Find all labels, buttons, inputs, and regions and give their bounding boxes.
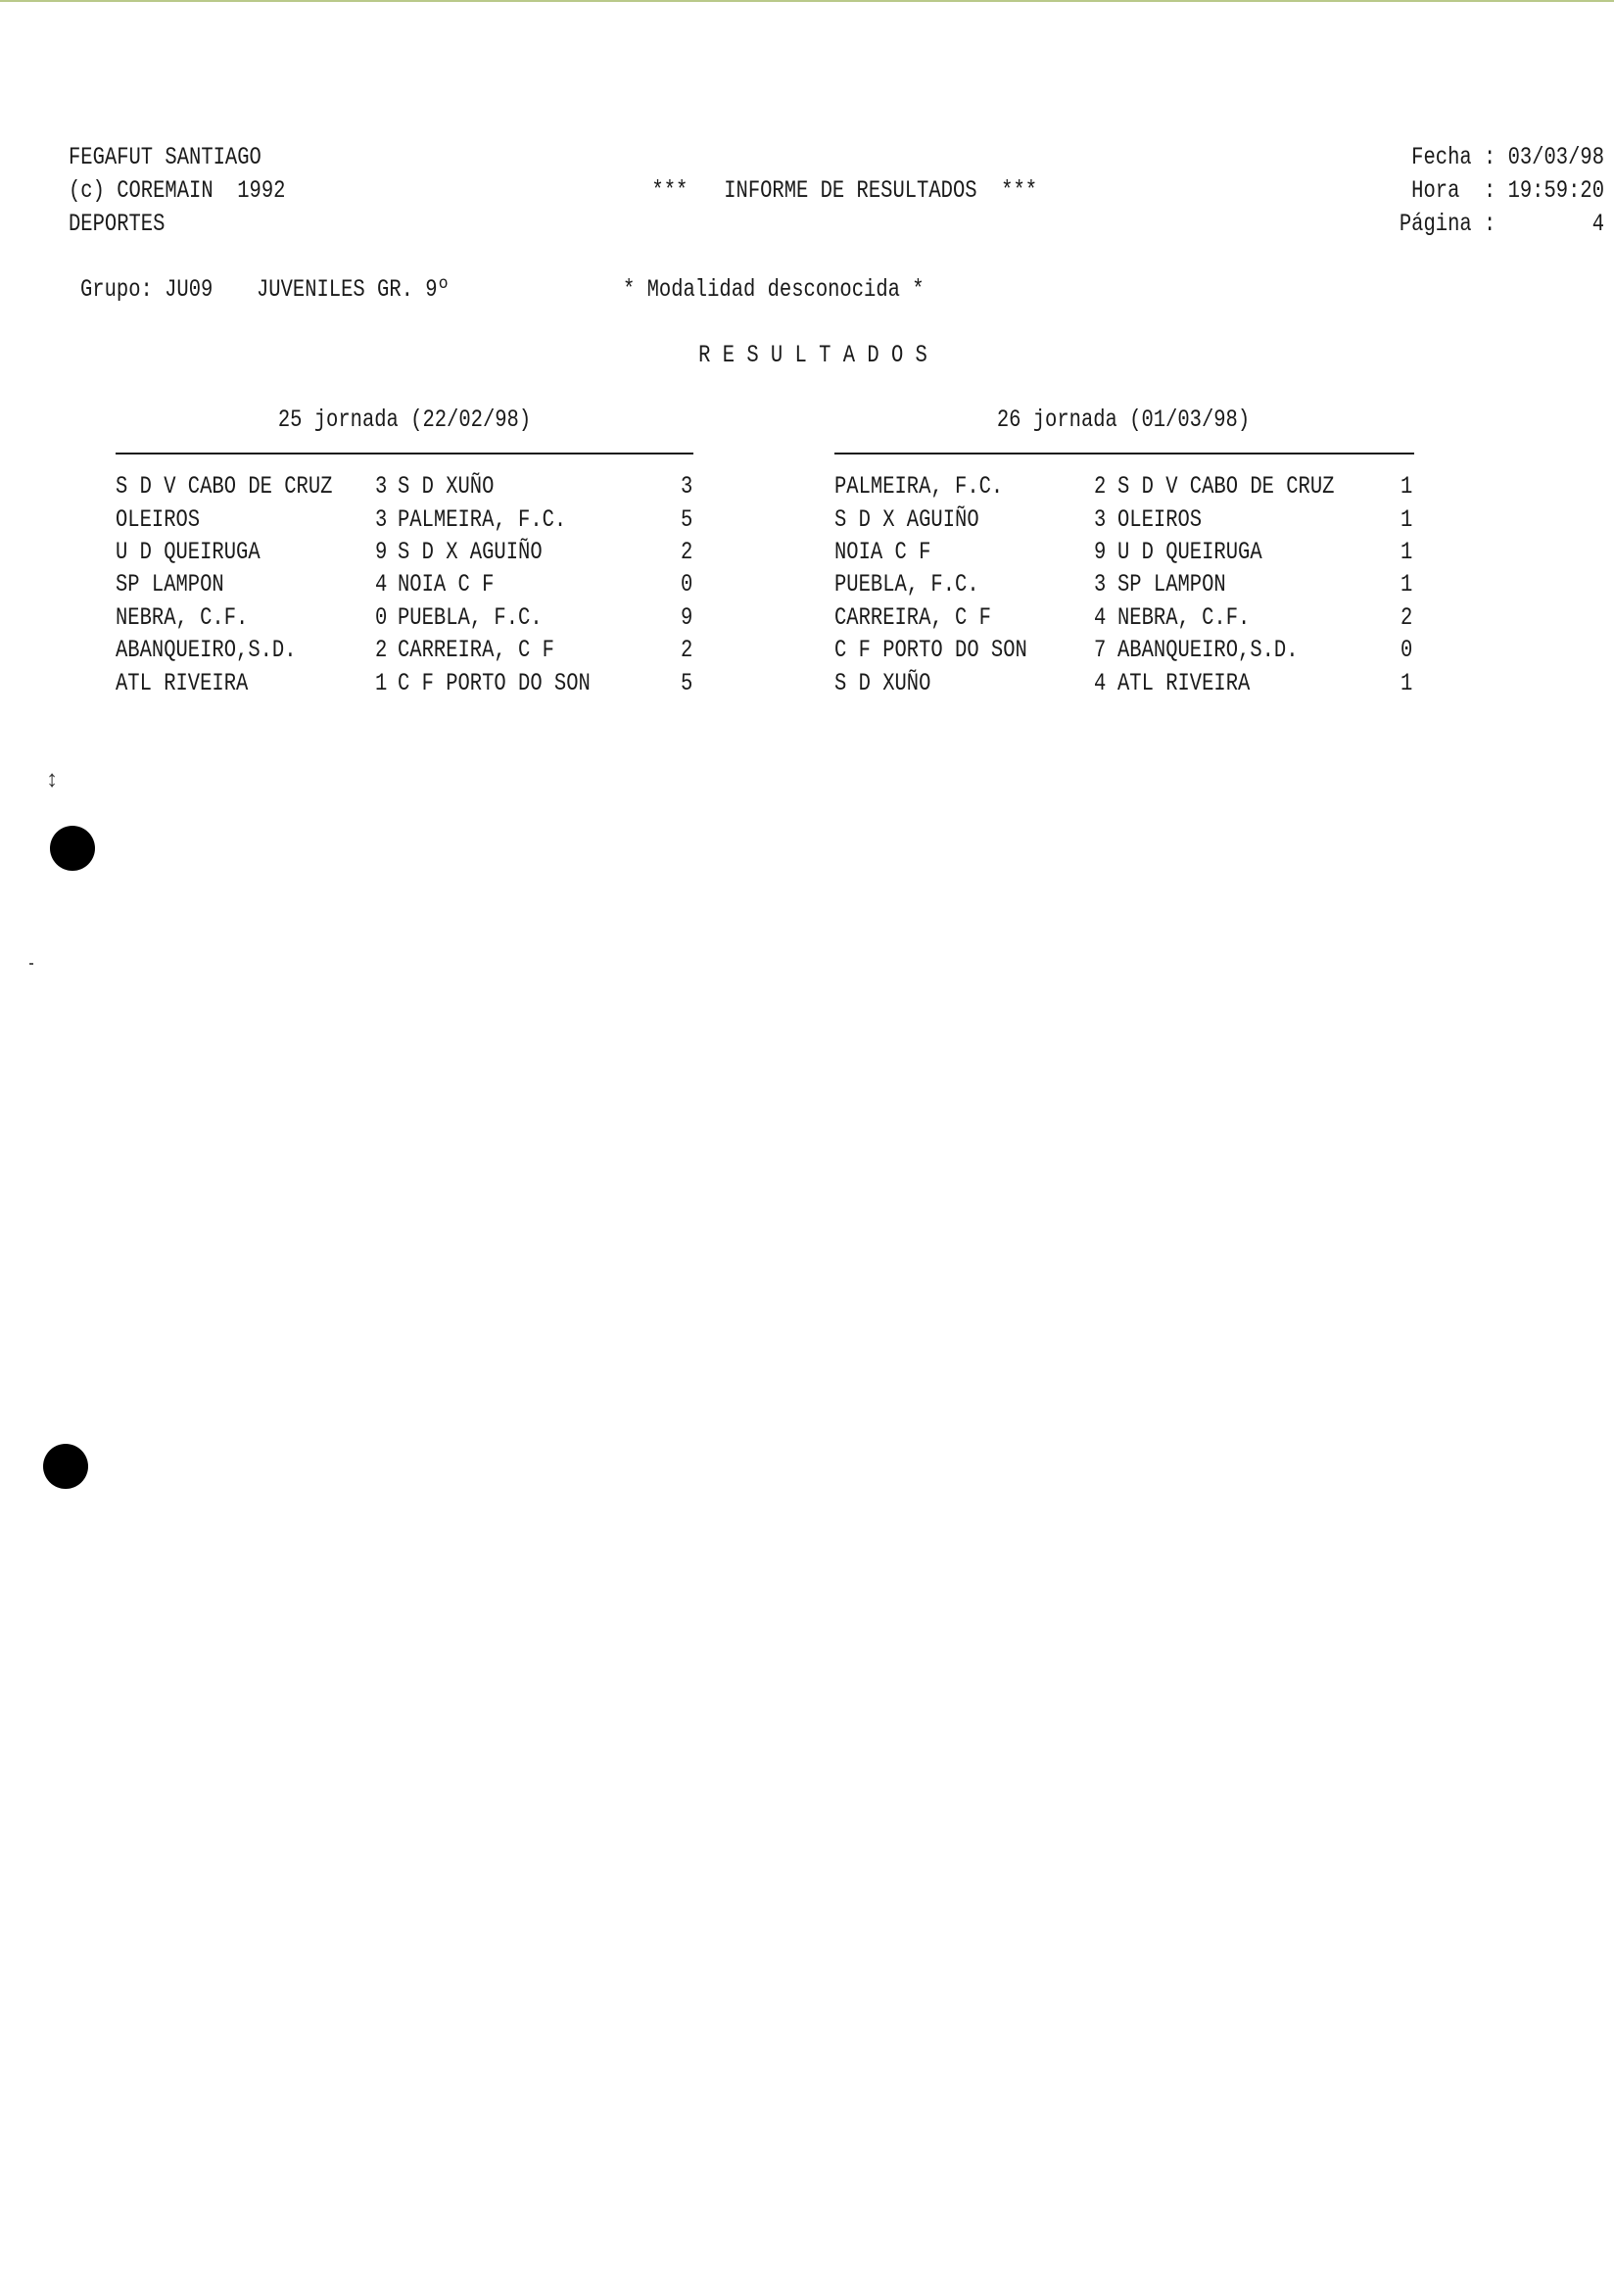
home-goals: 4	[1094, 603, 1107, 632]
report-date: Fecha : 03/03/98	[1411, 143, 1604, 171]
punch-hole-top	[50, 826, 95, 871]
away-goals: 2	[1400, 603, 1413, 632]
away-goals: 9	[681, 603, 693, 632]
modalidad: * Modalidad desconocida *	[623, 275, 925, 304]
away-goals: 0	[1400, 636, 1413, 664]
home-team: NEBRA, C.F.	[116, 603, 249, 632]
home-team: ABANQUEIRO,S.D.	[116, 636, 297, 664]
group-name: JUVENILES GR. 9º	[257, 275, 450, 304]
home-goals: 7	[1094, 636, 1107, 664]
away-team: ABANQUEIRO,S.D.	[1117, 636, 1299, 664]
away-goals: 2	[681, 538, 693, 566]
away-team: C F PORTO DO SON	[398, 669, 591, 697]
jornada-25-title: 25 jornada (22/02/98)	[277, 406, 532, 434]
home-goals: 1	[375, 669, 388, 697]
away-team: OLEIROS	[1117, 505, 1203, 534]
home-goals: 2	[375, 636, 388, 664]
away-team: PUEBLA, F.C.	[398, 603, 543, 632]
home-team: S D XUÑO	[834, 669, 931, 697]
away-team: S D X AGUIÑO	[398, 538, 543, 566]
away-goals: 5	[681, 505, 693, 534]
away-team: S D XUÑO	[398, 472, 495, 501]
away-team: PALMEIRA, F.C.	[398, 505, 567, 534]
home-goals: 2	[1094, 472, 1107, 501]
home-team: U D QUEIRUGA	[116, 538, 261, 566]
home-goals: 9	[1094, 538, 1107, 566]
home-team: NOIA C F	[834, 538, 931, 566]
away-goals: 1	[1400, 570, 1413, 598]
home-goals: 9	[375, 538, 388, 566]
jornada-26-rule	[834, 453, 1414, 454]
home-team: S D V CABO DE CRUZ	[116, 472, 333, 501]
section-title: R E S U L T A D O S	[698, 341, 927, 369]
home-team: OLEIROS	[116, 505, 201, 534]
home-team: ATL RIVEIRA	[116, 669, 249, 697]
home-goals: 3	[375, 472, 388, 501]
home-team: PALMEIRA, F.C.	[834, 472, 1004, 501]
page-number: Página : 4	[1399, 210, 1604, 238]
jornada-25-rule	[116, 453, 693, 454]
home-goals: 3	[1094, 505, 1107, 534]
home-goals: 4	[1094, 669, 1107, 697]
away-team: SP LAMPON	[1117, 570, 1226, 598]
home-goals: 3	[1094, 570, 1107, 598]
copyright-line: (c) COREMAIN 1992	[69, 176, 286, 205]
report-title: *** INFORME DE RESULTADOS ***	[651, 176, 1038, 205]
department: DEPORTES	[69, 210, 166, 238]
jornada-26-title: 26 jornada (01/03/98)	[996, 406, 1251, 434]
scan-speck	[29, 963, 33, 965]
home-goals: 3	[375, 505, 388, 534]
margin-arrow-mark: ↕	[45, 768, 60, 794]
home-team: S D X AGUIÑO	[834, 505, 979, 534]
report-time: Hora : 19:59:20	[1411, 176, 1604, 205]
home-team: SP LAMPON	[116, 570, 224, 598]
away-goals: 2	[681, 636, 693, 664]
away-team: NOIA C F	[398, 570, 495, 598]
away-goals: 1	[1400, 538, 1413, 566]
home-goals: 0	[375, 603, 388, 632]
away-team: ATL RIVEIRA	[1117, 669, 1251, 697]
punch-hole-bottom	[43, 1444, 88, 1489]
away-team: NEBRA, C.F.	[1117, 603, 1251, 632]
home-team: PUEBLA, F.C.	[834, 570, 979, 598]
home-team: CARREIRA, C F	[834, 603, 991, 632]
home-team: C F PORTO DO SON	[834, 636, 1027, 664]
away-team: U D QUEIRUGA	[1117, 538, 1262, 566]
away-team: CARREIRA, C F	[398, 636, 554, 664]
away-team: S D V CABO DE CRUZ	[1117, 472, 1335, 501]
org-name: FEGAFUT SANTIAGO	[69, 143, 261, 171]
away-goals: 1	[1400, 472, 1413, 501]
home-goals: 4	[375, 570, 388, 598]
away-goals: 3	[681, 472, 693, 501]
page-top-edge	[0, 0, 1614, 2]
away-goals: 1	[1400, 669, 1413, 697]
away-goals: 5	[681, 669, 693, 697]
away-goals: 1	[1400, 505, 1413, 534]
group-code: Grupo: JU09	[80, 275, 214, 304]
away-goals: 0	[681, 570, 693, 598]
